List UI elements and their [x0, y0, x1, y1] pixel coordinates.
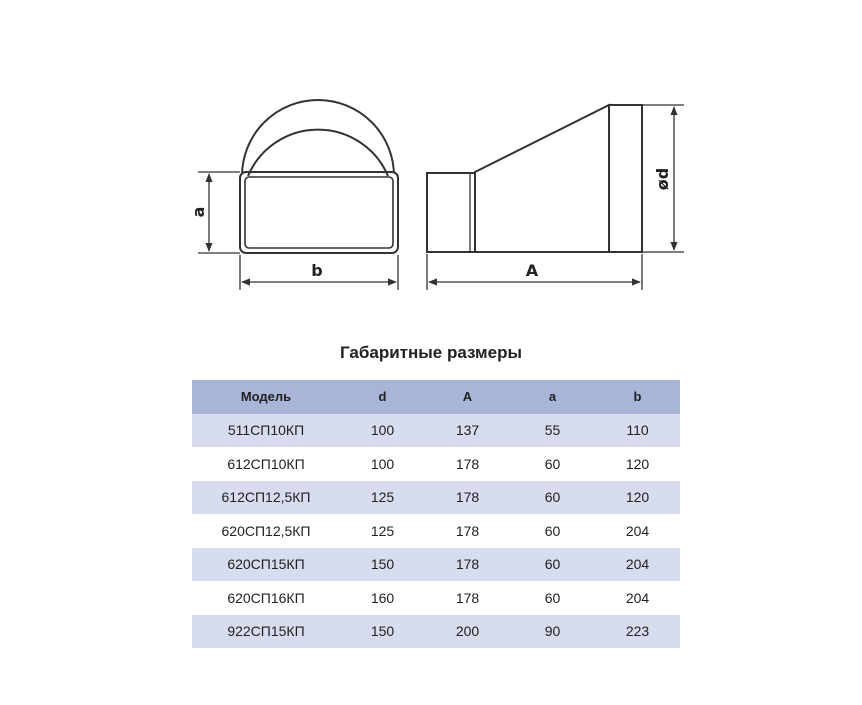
cell-b: 204 — [595, 514, 680, 548]
table-row — [192, 414, 680, 448]
header-a: a — [510, 380, 595, 414]
cell-b: 204 — [595, 581, 680, 615]
header-A: A — [425, 380, 510, 414]
cell-b: 223 — [595, 615, 680, 649]
cell-model: 612СП12,5КП — [192, 481, 340, 515]
cell-d: 100 — [340, 447, 425, 481]
cell-a: 60 — [510, 447, 595, 481]
cell-A: 137 — [425, 414, 510, 448]
table-header-row — [192, 380, 680, 414]
table-row — [192, 481, 680, 515]
technical-drawing — [0, 0, 862, 320]
table-row — [192, 581, 680, 615]
cell-d: 160 — [340, 581, 425, 615]
cell-b: 120 — [595, 481, 680, 515]
cell-A: 178 — [425, 481, 510, 515]
table-title: Габаритные размеры — [340, 343, 522, 362]
cell-d: 100 — [340, 414, 425, 448]
cell-a: 60 — [510, 514, 595, 548]
cell-b: 204 — [595, 548, 680, 582]
cell-A: 178 — [425, 514, 510, 548]
cell-b: 120 — [595, 447, 680, 481]
header-d: d — [340, 380, 425, 414]
cell-model: 612СП10КП — [192, 447, 340, 481]
cell-d: 125 — [340, 514, 425, 548]
cell-d: 150 — [340, 615, 425, 649]
header-model: Модель — [192, 380, 340, 414]
rect-spigot — [427, 173, 475, 252]
cell-A: 200 — [425, 615, 510, 649]
label-A: A — [525, 261, 539, 280]
table-row — [192, 548, 680, 582]
cell-model: 620СП15КП — [192, 548, 340, 582]
cell-A: 178 — [425, 548, 510, 582]
cell-a: 55 — [510, 414, 595, 448]
cell-model: 620СП12,5КП — [192, 514, 340, 548]
table-row — [192, 514, 680, 548]
cell-b: 110 — [595, 414, 680, 448]
cell-a: 60 — [510, 548, 595, 582]
label-d: ød — [653, 167, 672, 191]
cell-d: 150 — [340, 548, 425, 582]
table-row — [192, 615, 680, 649]
side-view — [427, 105, 642, 252]
transition-body — [475, 105, 609, 252]
header-b: b — [595, 380, 680, 414]
label-a: a — [189, 206, 208, 218]
cell-a: 90 — [510, 615, 595, 649]
round-spigot — [609, 105, 642, 252]
table-body — [192, 414, 680, 649]
rect-flange-outer — [240, 172, 398, 253]
table-row — [192, 447, 680, 481]
cell-d: 125 — [340, 481, 425, 515]
cell-A: 178 — [425, 447, 510, 481]
cell-a: 60 — [510, 581, 595, 615]
cell-model: 620СП16КП — [192, 581, 340, 615]
cell-A: 178 — [425, 581, 510, 615]
dimensions-table — [192, 380, 680, 648]
cell-model: 511СП10КП — [192, 414, 340, 448]
front-view — [240, 100, 398, 253]
cell-a: 60 — [510, 481, 595, 515]
cell-model: 922СП15КП — [192, 615, 340, 649]
label-b: b — [311, 261, 323, 280]
